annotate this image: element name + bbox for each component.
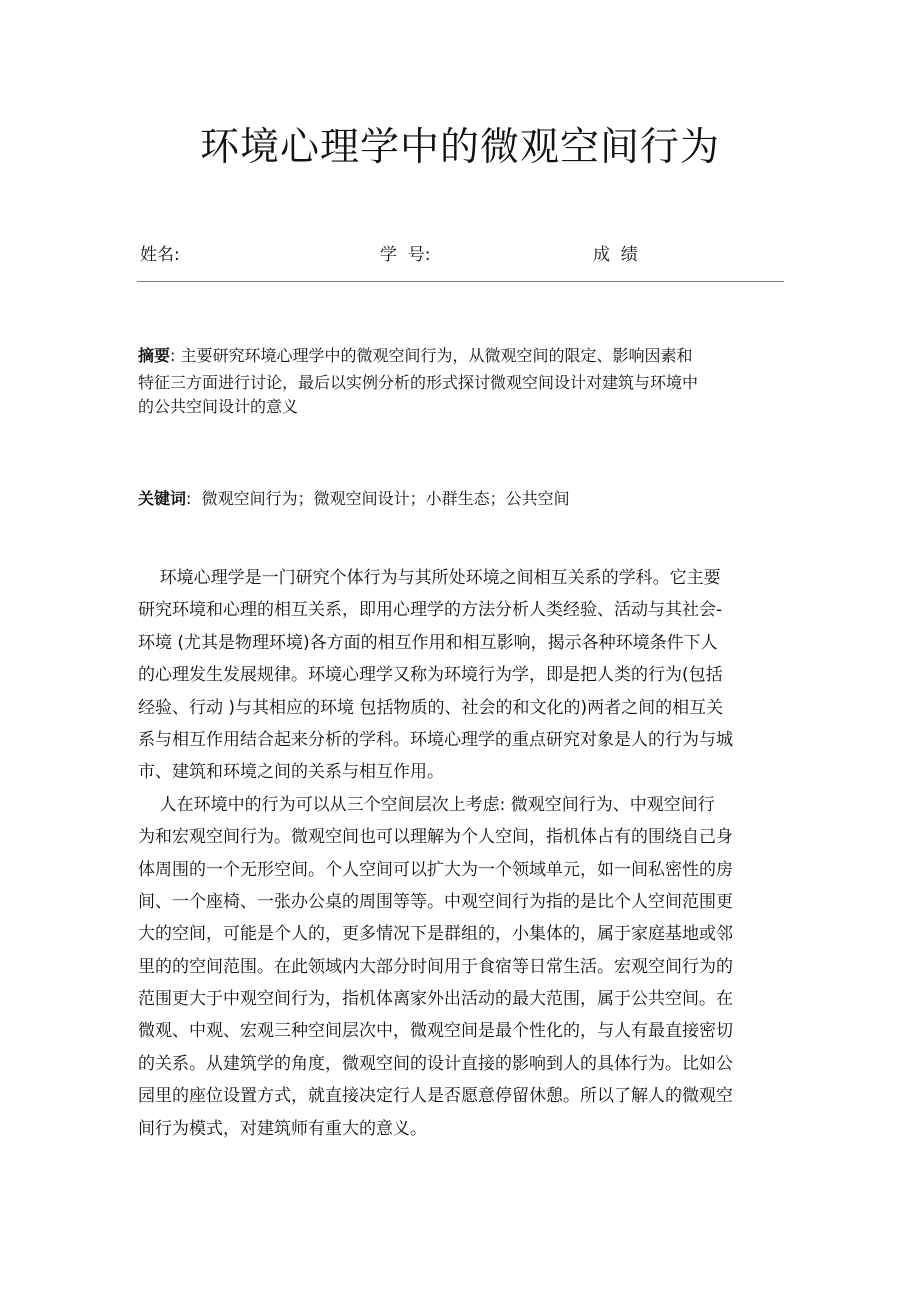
keywords-section xyxy=(138,484,786,514)
abstract-line: 的公共空间设计的意义 xyxy=(138,397,299,416)
header-divider xyxy=(137,281,784,282)
name-label: 姓名: xyxy=(140,245,180,265)
document-title: 环境心理学中的微观空间行为 xyxy=(199,125,720,170)
student-id-label: 学 号: xyxy=(380,245,431,265)
text-line: 环境心理学是一门研究个体行为与其所处环境之间相互关系的学科。它主要 xyxy=(138,568,721,588)
abstract-text: : 主要研究环境心理学中的微观空间行为，从微观空间的限定、影响因素和 xyxy=(170,346,693,365)
abstract-label: 摘要 xyxy=(138,346,171,365)
text-line: 的关系。从建筑学的角度，微观空间的设计直接的影响到人的具体行为。比如公 xyxy=(138,1053,733,1074)
text-line: 范围更大于中观空间行为，指机体离家外出活动的最大范围，属于公共空间。在 xyxy=(138,989,733,1010)
text-line: 园里的座位设置方式，就直接决定行人是否愿意停留休憩。所以了解人的微观空 xyxy=(138,1086,733,1107)
text-line: 间行为模式，对建筑师有重大的意义。 xyxy=(138,1118,427,1139)
student-info-row xyxy=(138,240,784,270)
abstract-line xyxy=(138,340,786,371)
text-line: 大的空间，可能是个人的，更多情况下是群组的，小集体的，属于家庭基地或邻 xyxy=(138,924,733,945)
abstract-section xyxy=(138,340,786,419)
text-line: 的心理发生发展规律。环境心理学又称为环境行为学，即是把人类的行为(包括 xyxy=(138,665,723,686)
paragraph xyxy=(138,562,798,789)
text-line: 系与相互作用结合起来分析的学科。环境心理学的重点研究对象是人的行为与城 xyxy=(138,729,733,750)
text-line: 为和宏观空间行为。微观空间也可以理解为个人空间，指机体占有的围绕自己身 xyxy=(138,827,733,848)
text-line: 市、建筑和环境之间的关系与相互作用。 xyxy=(138,762,444,783)
text-line: 里的的空间范围。在此领域内大部分时间用于食宿等日常生活。宏观空间行为的 xyxy=(138,956,733,977)
keywords-label: 关键词 xyxy=(138,489,187,508)
score-label: 成 绩 xyxy=(593,245,638,265)
paragraph xyxy=(138,789,798,1145)
text-line: 经验、行动 )与其相应的环境 包括物质的、社会的和文化的)两者之间的相互关 xyxy=(138,697,724,718)
body-text xyxy=(138,562,798,1145)
text-line: 间、一个座椅、一张办公桌的周围等等。中观空间行为指的是比个人空间范围更 xyxy=(138,891,733,912)
keywords-text: : 微观空间行为；微观空间设计；小群生态；公共空间 xyxy=(186,489,570,508)
text-line: 研究环境和心理的相互关系，即用心理学的方法分析人类经验、活动与其社会- xyxy=(138,600,723,621)
text-line: 人在环境中的行为可以从三个空间层次上考虑: 微观空间行为、中观空间行 xyxy=(138,794,715,815)
text-line: 环境 (尤其是物理环境)各方面的相互作用和相互影响，揭示各种环境条件下人 xyxy=(138,632,718,653)
abstract-line: 特征三方面进行讨论，最后以实例分析的形式探讨微观空间设计对建筑与环境中 xyxy=(138,373,699,392)
text-line: 体周围的一个无形空间。个人空间可以扩大为一个领域单元，如一间私密性的房 xyxy=(138,859,733,880)
text-line: 微观、中观、宏观三种空间层次中，微观空间是最个性化的，与人有最直接密切 xyxy=(138,1021,733,1042)
